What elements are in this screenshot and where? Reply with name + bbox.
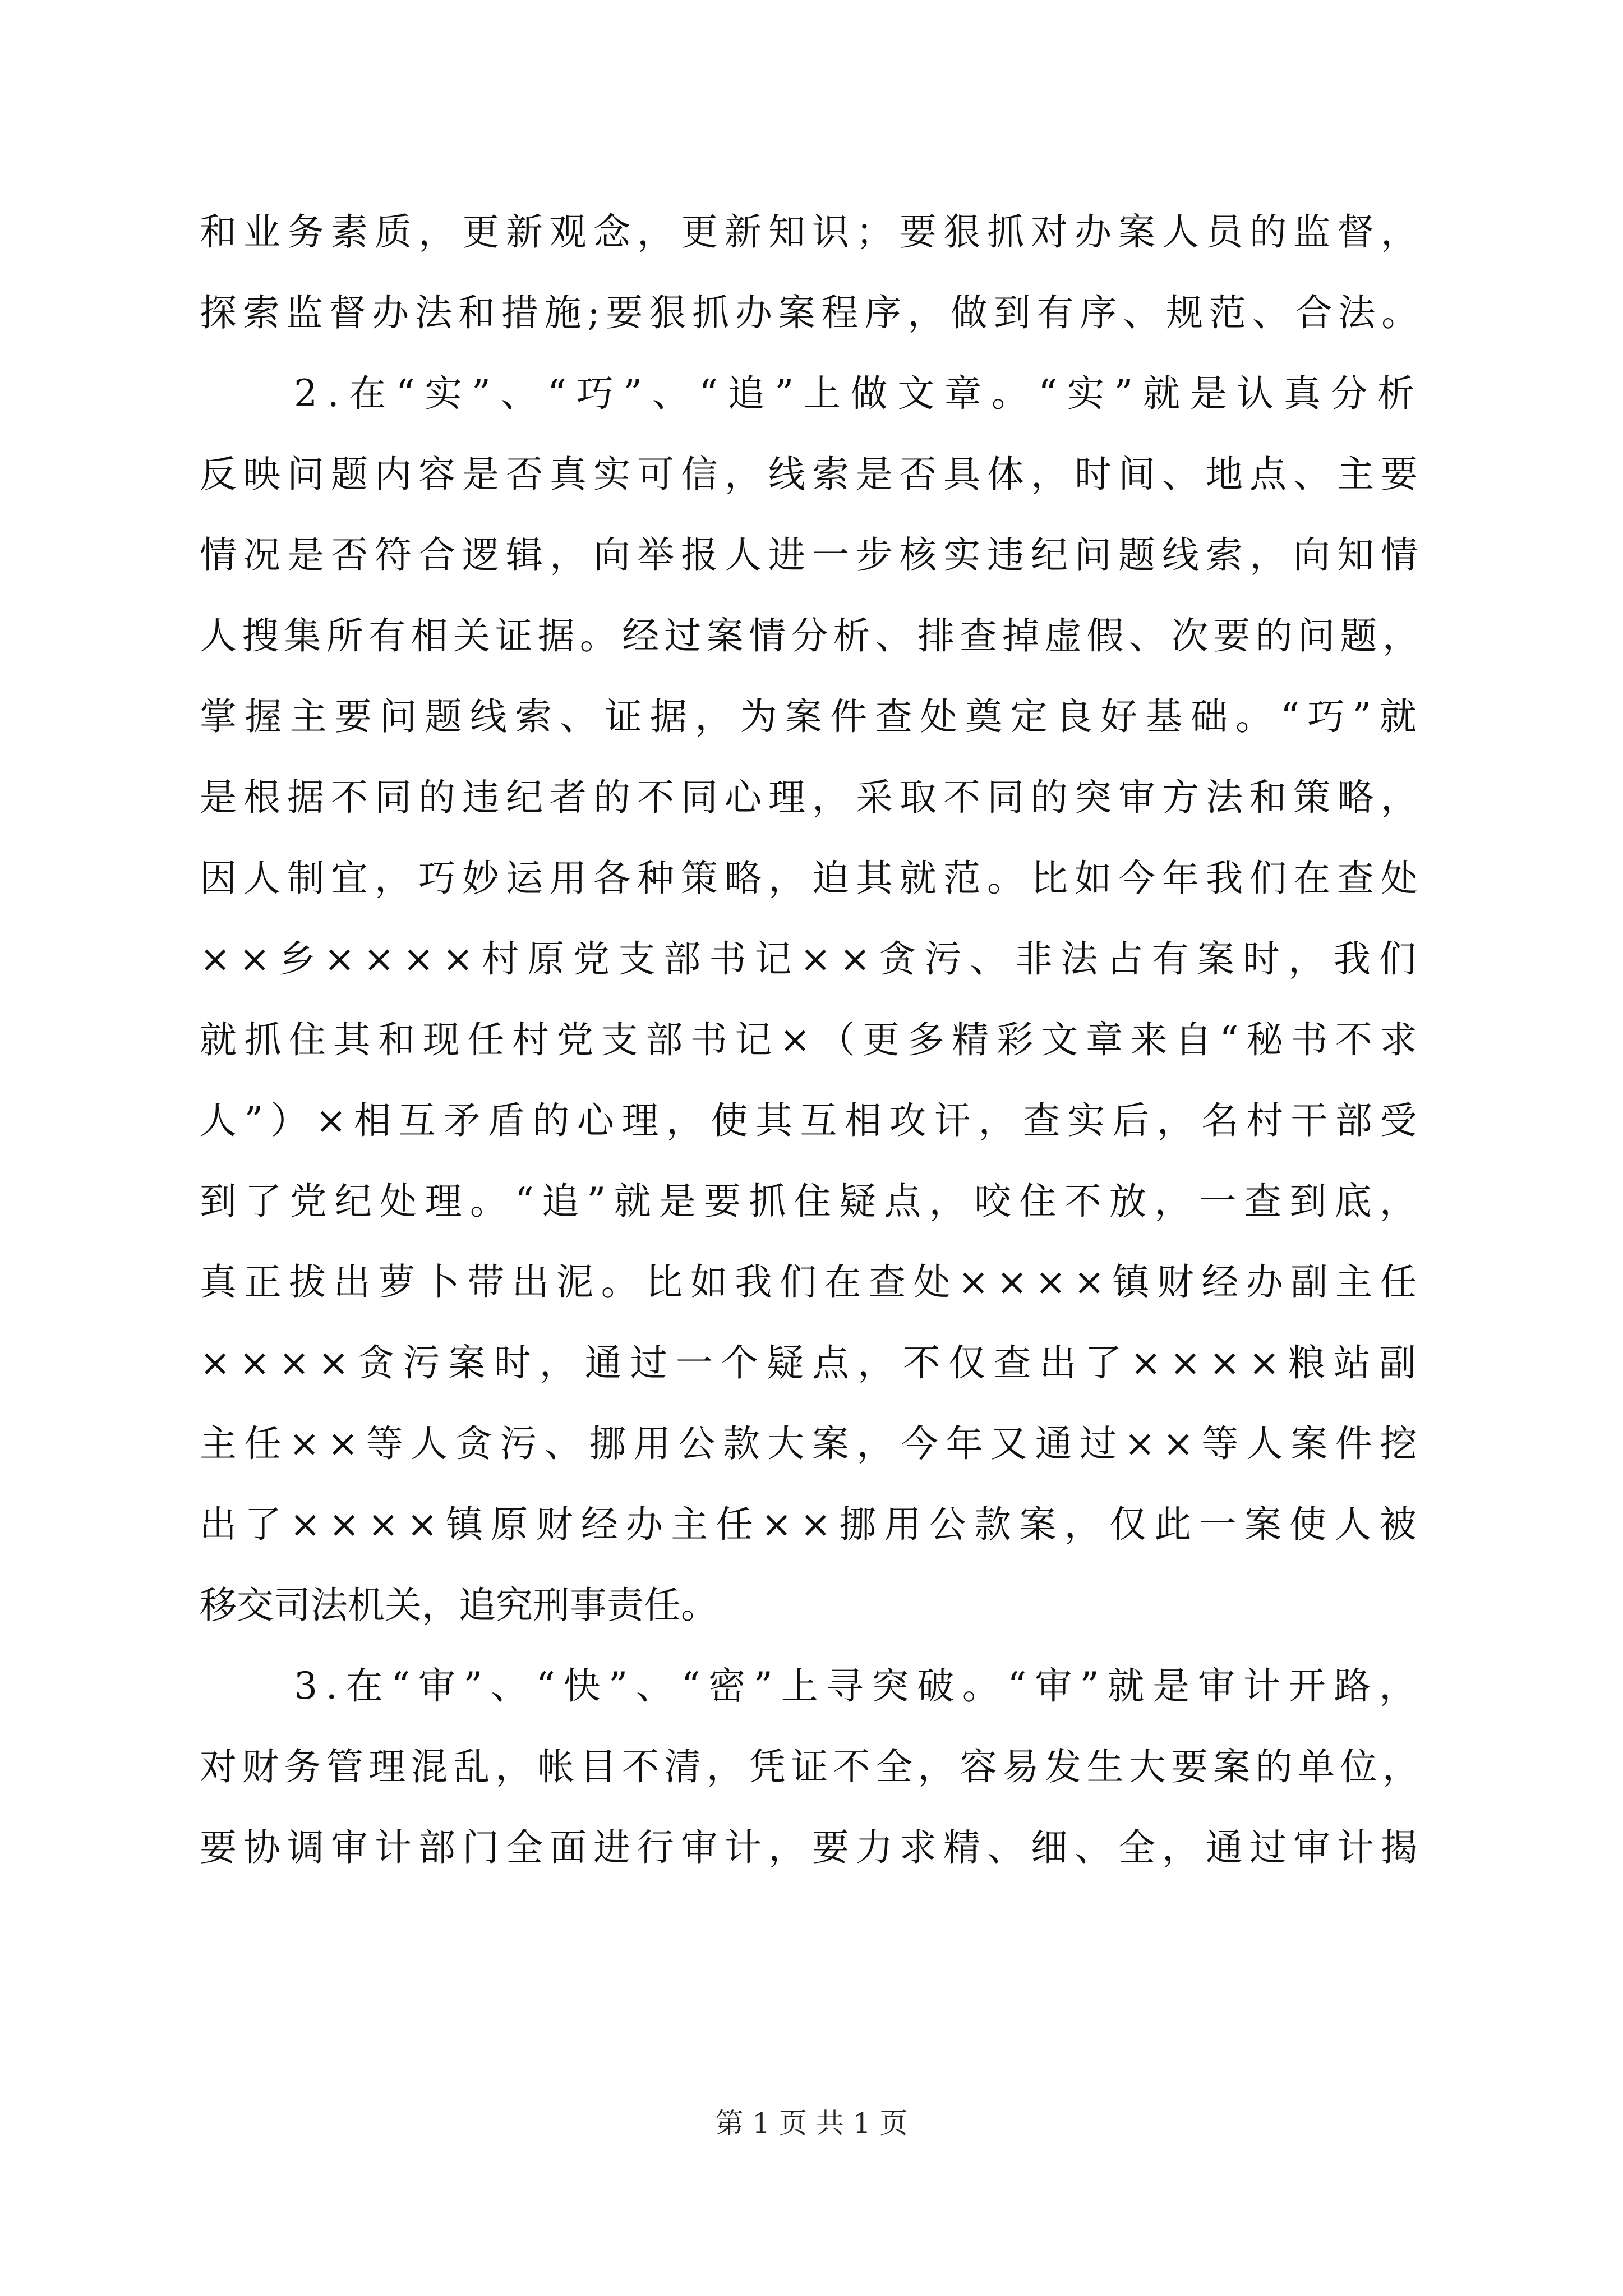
text-line: ××××贪污案时，通过一个疑点，不仅查出了××××粮站副 (200, 1341, 1424, 1384)
text-line: 出了××××镇原财经办主任××挪用公款案，仅此一案使人被 (200, 1503, 1424, 1546)
text-line: 探索监督办法和措施;要狠抓办案程序，做到有序、规范、合法。 (200, 291, 1424, 334)
text-line: 3.在“审”、“快”、“密”上寻突破。“审”就是审计开路， (294, 1664, 1424, 1708)
text-line: 因人制宜，巧妙运用各种策略，迫其就范。比如今年我们在查处 (200, 857, 1424, 900)
text-line: 掌握主要问题线索、证据，为案件查处奠定良好基础。“巧”就 (200, 695, 1424, 738)
text-line: 移交司法机关，追究刑事责任。 (200, 1584, 718, 1627)
text-line: 主任××等人贪污、挪用公款大案，今年又通过××等人案件挖 (200, 1422, 1424, 1465)
text-line: 情况是否符合逻辑，向举报人进一步核实违纪问题线索，向知情 (200, 533, 1424, 577)
text-line: 要协调审计部门全面进行审计，要力求精、细、全，通过审计揭 (200, 1826, 1424, 1869)
text-line: 就抓住其和现任村党支部书记×（更多精彩文章来自“秘书不求 (200, 1018, 1424, 1061)
text-line: ××乡××××村原党支部书记××贪污、非法占有案时，我们 (200, 937, 1424, 981)
text-line: 反映问题内容是否真实可信，线索是否具体，时间、地点、主要 (200, 453, 1424, 496)
text-line: 对财务管理混乱，帐目不清，凭证不全，容易发生大要案的单位， (200, 1745, 1424, 1788)
text-line: 真正拔出萝卜带出泥。比如我们在查处××××镇财经办副主任 (200, 1260, 1424, 1304)
text-line: 人搜集所有相关证据。经过案情分析、排查掉虚假、次要的问题， (200, 614, 1424, 657)
page-footer: 第 1 页 共 1 页 (715, 2107, 908, 2139)
text-line: 是根据不同的违纪者的不同心理，采取不同的突审方法和策略， (200, 776, 1424, 819)
text-line: 和业务素质，更新观念，更新知识；要狠抓对办案人员的监督， (200, 210, 1424, 254)
text-line: 人”）×相互矛盾的心理，使其互相攻讦，查实后，名村干部受 (200, 1099, 1424, 1142)
text-line: 2.在“实”、“巧”、“追”上做文章。“实”就是认真分析 (294, 372, 1424, 415)
text-line: 到了党纪处理。“追”就是要抓住疑点，咬住不放，一查到底， (200, 1180, 1424, 1223)
